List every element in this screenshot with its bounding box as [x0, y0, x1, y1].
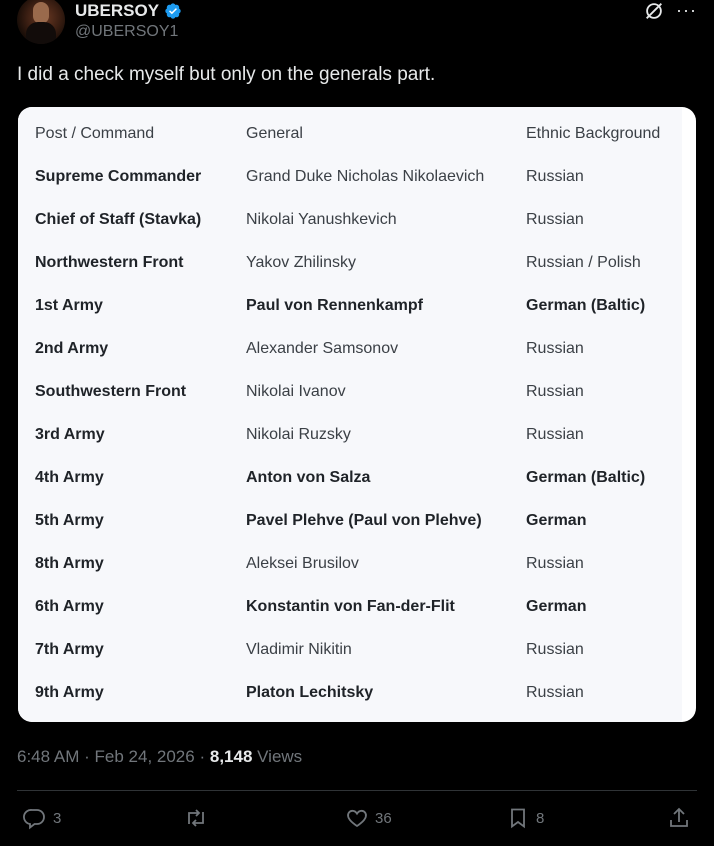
meta-separator: · [84, 747, 90, 766]
table-cell-post: Supreme Commander [35, 168, 202, 185]
table-cell-ethnic: German [526, 512, 587, 529]
table-cell-post: 6th Army [35, 598, 104, 615]
tweet-time[interactable]: 6:48 AM [17, 747, 80, 766]
table-cell-post: 3rd Army [35, 426, 105, 443]
table-cell-general: Anton von Salza [246, 469, 371, 486]
reply-icon [23, 806, 47, 830]
table-row [18, 327, 682, 370]
table-cell-post: 8th Army [35, 555, 104, 572]
tweet-text: I did a check myself but only on the generals part. [17, 64, 436, 85]
table-row [18, 413, 682, 456]
verified-badge-icon [164, 2, 182, 20]
handle[interactable]: @UBERSOY1 [75, 23, 179, 40]
retweet-button[interactable] [184, 806, 214, 830]
table-row [18, 241, 682, 284]
display-name[interactable]: UBERSOY [75, 1, 160, 20]
table-header-row [18, 112, 682, 155]
table-cell-ethnic: Russian [526, 211, 584, 228]
share-icon [667, 806, 691, 830]
attached-image-card[interactable] [18, 107, 696, 722]
more-icon[interactable]: ··· [676, 0, 697, 20]
table-cell-post: Southwestern Front [35, 383, 187, 400]
bookmark-icon [506, 806, 530, 830]
table-cell-general: Paul von Rennenkampf [246, 297, 423, 314]
avatar-face [33, 2, 49, 24]
reply-button[interactable] [23, 806, 61, 830]
views-label: Views [257, 747, 303, 766]
table-row [18, 628, 682, 671]
like-button[interactable] [345, 806, 392, 830]
table-cell-post: Chief of Staff (Stavka) [35, 211, 202, 228]
meta-separator: · [199, 747, 206, 766]
table-row [18, 370, 682, 413]
table-cell-ethnic: German (Baltic) [526, 297, 646, 314]
avatar-body [26, 22, 56, 44]
table-cell-ethnic: German (Baltic) [526, 469, 646, 486]
bookmark-count: 8 [536, 809, 545, 827]
table-cell-ethnic: Russian [526, 383, 584, 400]
table-cell-general: Platon Lechitsky [246, 684, 374, 701]
table-cell-general: Aleksei Brusilov [246, 555, 359, 572]
table-cell-ethnic: Russian [526, 340, 584, 357]
table-cell-post: 5th Army [35, 512, 104, 529]
reply-count: 3 [53, 809, 62, 827]
views-count: 8,148 [209, 747, 253, 766]
table-row [18, 155, 682, 198]
grok-icon[interactable] [643, 0, 665, 22]
table-cell-post: 9th Army [35, 684, 104, 701]
like-count: 36 [375, 809, 392, 827]
table-cell-general: Alexander Samsonov [246, 340, 399, 357]
table-cell-post: 7th Army [35, 641, 104, 658]
table-cell-general: Yakov Zhilinsky [246, 254, 356, 271]
table-cell-ethnic: Russian [526, 684, 584, 701]
table-cell-general: Nikolai Ivanov [246, 383, 346, 400]
tweet-meta [17, 747, 302, 767]
table-cell-ethnic: Russian [526, 168, 584, 185]
table-row [18, 499, 682, 542]
table-cell-post: Northwestern Front [35, 254, 184, 271]
table-cell-ethnic: Russian [526, 555, 584, 572]
table-header-ethnic: Ethnic Background [526, 125, 661, 142]
table-cell-ethnic: Russian [526, 641, 584, 658]
table-row [18, 456, 682, 499]
heart-icon [345, 806, 369, 830]
divider [17, 790, 697, 791]
table-cell-ethnic: Russian [526, 426, 584, 443]
table-row [18, 198, 682, 241]
table-cell-post: 4th Army [35, 469, 104, 486]
generals-table [18, 107, 682, 722]
tweet-date[interactable]: Feb 24, 2026 [94, 747, 195, 766]
retweet-icon [184, 806, 208, 830]
table-header-general: General [246, 125, 303, 142]
share-button[interactable] [667, 806, 691, 830]
tweet-header [0, 0, 714, 60]
table-cell-general: Konstantin von Fan-der-Flit [246, 598, 455, 615]
table-row [18, 585, 682, 628]
table-cell-ethnic: German [526, 598, 587, 615]
name-row [75, 1, 182, 21]
table-cell-general: Vladimir Nikitin [246, 641, 352, 658]
table-cell-post: 2nd Army [35, 340, 109, 357]
table-cell-ethnic: Russian / Polish [526, 254, 641, 271]
bookmark-button[interactable] [506, 806, 544, 830]
table-cell-general: Nikolai Yanushkevich [246, 211, 397, 228]
table-cell-post: 1st Army [35, 297, 103, 314]
avatar[interactable] [17, 0, 65, 44]
table-header-post: Post / Command [35, 125, 155, 142]
table-row [18, 542, 682, 585]
table-row [18, 284, 682, 327]
table-cell-general: Pavel Plehve (Paul von Plehve) [246, 512, 482, 529]
table-cell-general: Grand Duke Nicholas Nikolaevich [246, 168, 485, 185]
table-cell-general: Nikolai Ruzsky [246, 426, 351, 443]
table-row [18, 671, 682, 714]
